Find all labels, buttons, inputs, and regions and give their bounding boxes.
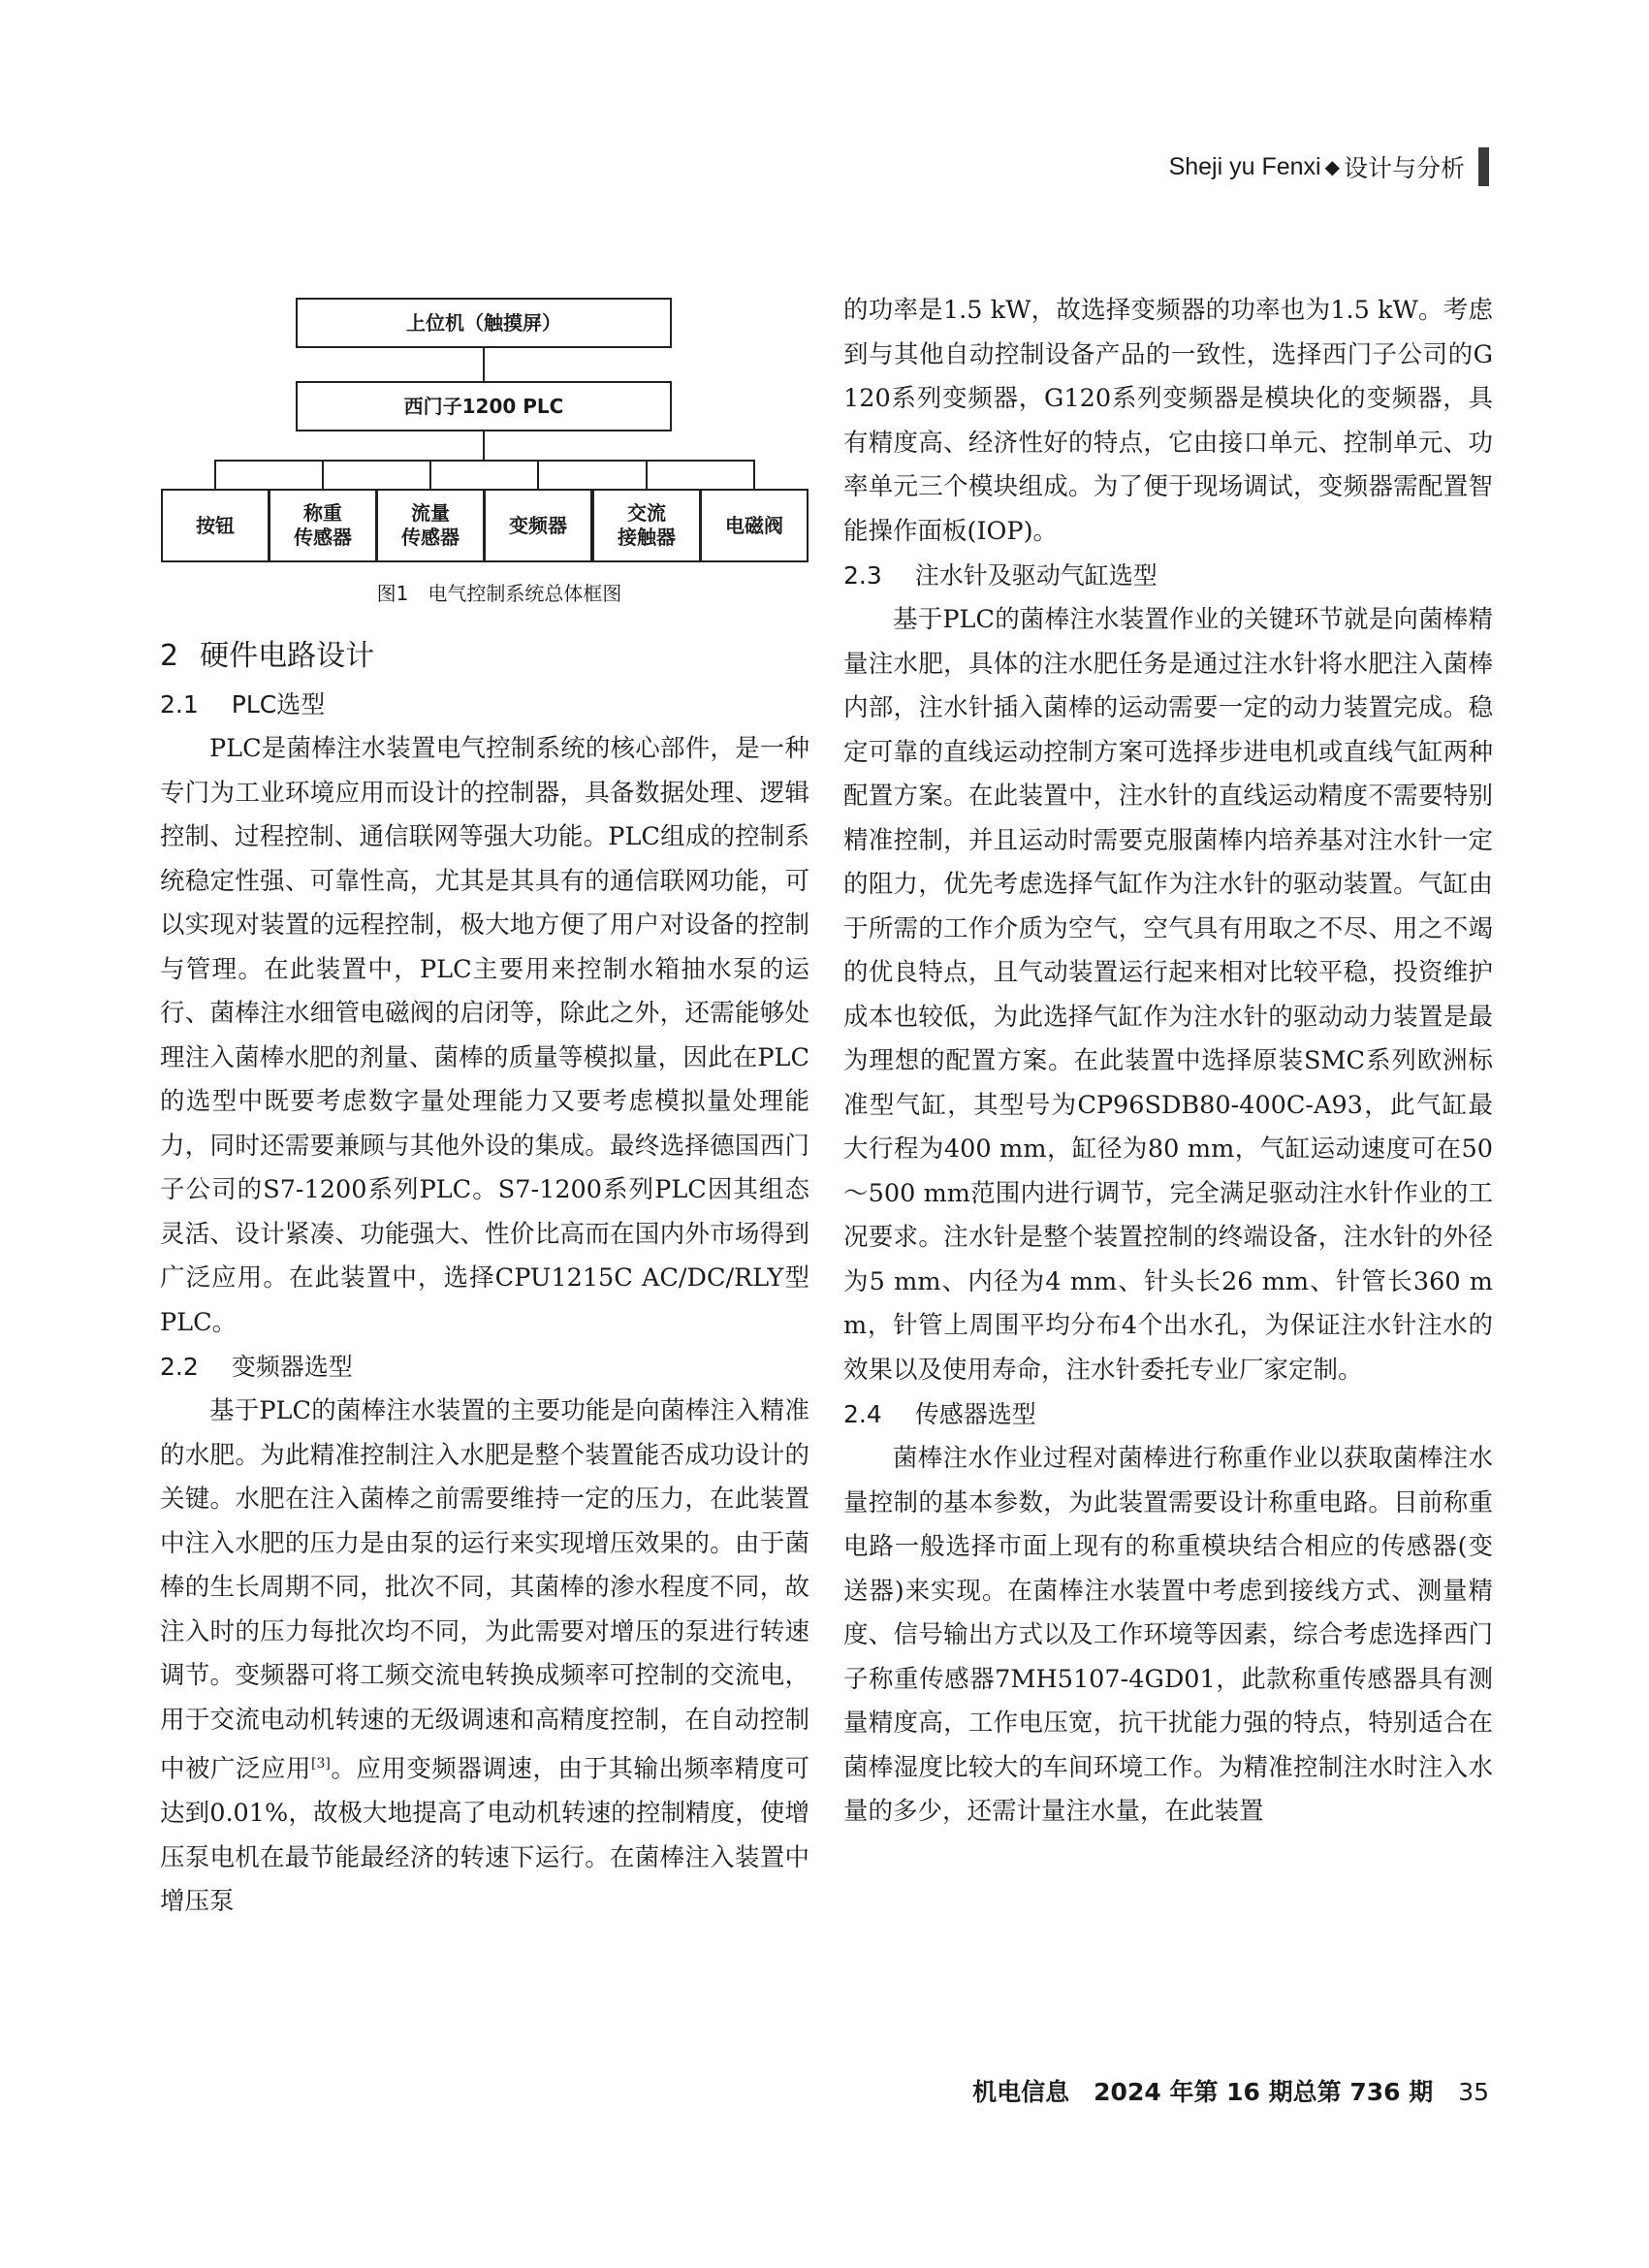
page-number: 35 (1458, 2078, 1489, 2106)
diamond-icon: ◆ (1324, 156, 1340, 178)
bus-line (214, 460, 754, 462)
connector-line (214, 460, 216, 489)
journal-info: 机电信息 2024 年第 16 期总第 736 期 (972, 2078, 1434, 2106)
subsection-heading: 2.4 传感器选型 (843, 1400, 1036, 1428)
paragraph: PLC是菌棒注水装置电气控制系统的核心部件，是一种专门为工业环境应用而设计的控制器，具备数据处理、逻辑控制、过程控制、通信联网等强大功能。PLC组成的控制系统稳定性强、可靠性高，尤其是其具有的通信联网功能，可以实现对装置的远程控制，极大地方便了用户对设备的控制与管理。在此装置中，PLC主要用来控制水箱抽水泵的运行、菌棒注水细管电磁阀的启闭等，除此之外，还需能够处理注入菌棒水肥的剂量、菌棒的质量等模拟量，因此在PLC的选型中既要考虑数字量处理能力又要考虑模拟量处理能力，同时还需要兼顾与其他外设的集成。最终选择德国西门子公司的S7-1200系列PLC。S7-1200系列PLC因其组态灵活、设计紧凑、功能强大、性价比高而在国内外市场得到广泛应用。在此装置中，选择CPU1215C AC/DC/RLY型PLC。 (160, 734, 809, 1337)
page-footer (972, 2073, 1489, 2108)
subsection-heading: 2.3 注水针及驱动气缸选型 (843, 561, 1157, 590)
paragraph: 基于PLC的菌棒注水装置作业的关键环节就是向菌棒精量注水肥，具体的注水肥任务是通过注水针将水肥注入菌棒内部，注水针插入菌棒的运动需要一定的动力装置完成。稳定可靠的直线运动控制方案可选择步进电机或直线气缸两种配置方案。在此装置中，注水针的直线运动精度不需要特别精准控制，并且运动时需要克服菌棒内培养基对注水针一定的阻力，优先考虑选择气缸作为注水针的驱动装置。气缸由于所需的工作介质为空气，空气具有用取之不尽、用之不竭的优良特点，且气动装置运行起来相对比较平稳，投资维护成本也较低，为此选择气缸作为注水针的驱动动力装置是最为理想的配置方案。在此装置中选择原装SMC系列欧洲标准型气缸，其型号为CP96SDB80-400C-A93，此气缸最大行程为400 mm，缸径为80 mm，气缸运动速度可在50～500 mm范围内进行调节，完全满足驱动注水针作业的工况要求。注水针是整个装置控制的终端设备，注水针的外径为5 mm、内径为4 mm、针头长26 mm、针管长360 mm，针管上周围平均分布4个出水孔，为保证注水针注水的效果以及使用寿命，注水针委托专业厂家定制。 (843, 605, 1493, 1385)
connector-line (483, 348, 485, 381)
diagram-box-contactor: 交流 接触器 (592, 489, 701, 562)
connector-line (483, 431, 485, 461)
diagram-box-plc: 西门子1200 PLC (296, 381, 672, 431)
running-header (1115, 147, 1489, 186)
block-diagram (155, 291, 843, 572)
connector-line (537, 460, 539, 489)
header-section: 设计与分析 (1343, 155, 1465, 182)
diagram-box-inverter: 变频器 (484, 489, 592, 562)
connector-line (429, 460, 431, 489)
header-pinyin: Sheji yu Fenxi (1168, 152, 1321, 180)
connector-line (753, 460, 755, 489)
section-heading: 2 硬件电路设计 (160, 639, 375, 673)
figure-caption: 图1 电气控制系统总体框图 (376, 582, 622, 605)
diagram-box-flow-sensor: 流量 传感器 (376, 489, 485, 562)
connector-line (322, 460, 324, 489)
diagram-box-weight-sensor: 称重 传感器 (269, 489, 377, 562)
diagram-box-hmi: 上位机（触摸屏） (296, 298, 672, 348)
connector-line (646, 460, 648, 489)
right-column (843, 289, 1493, 1835)
left-column (160, 632, 809, 1925)
diagram-box-button: 按钮 (161, 489, 270, 562)
header-bar (1478, 147, 1489, 186)
citation: [3] (311, 1756, 331, 1772)
paragraph: 的功率是1.5 kW，故选择变频器的功率也为1.5 kW。考虑到与其他自动控制设备产品的一致性，选择西门子公司的G120系列变频器，G120系列变频器是模块化的变频器，具有精度高、经济性好的特点，它由接口单元、控制单元、功率单元三个模块组成。为了便于现场调试，变频器需配置智能操作面板(IOP)。 (843, 296, 1493, 546)
diagram-box-solenoid: 电磁阀 (700, 489, 809, 562)
subsection-heading: 2.2 变频器选型 (160, 1353, 353, 1381)
paragraph: 基于PLC的菌棒注水装置的主要功能是向菌棒注入精准的水肥。为此精准控制注入水肥是整个装置能否成功设计的关键。水肥在注入菌棒之前需要维持一定的压力，在此装置中注入水肥的压力是由泵的运行来实现增压效果的。由于菌棒的生长周期不同，批次不同，其菌棒的渗水程度不同，故注入时的压力每批次均不同，为此需要对增压的泵进行转速调节。变频器可将工频交流电转换成频率可控制的交流电，用于交流电动机转速的无级调速和高精度控制，在自动控制中被广泛应用[3]。应用变频器调速，由于其输出频率精度可达到0.01%，故极大地提高了电动机转速的控制精度，使增压泵电机在最节能最经济的转速下运行。在菌棒注入装置中增压泵 (160, 1396, 809, 1916)
paragraph: 菌棒注水作业过程对菌棒进行称重作业以获取菌棒注水量控制的基本参数，为此装置需要设计称重电路。目前称重电路一般选择市面上现有的称重模块结合相应的传感器(变送器)来实现。在菌棒注水装置中考虑到接线方式、测量精度、信号输出方式以及工作环境等因素，综合考虑选择西门子称重传感器7MH5107-4GD01，此款称重传感器具有测量精度高，工作电压宽，抗干扰能力强的特点，特别适合在菌棒湿度比较大的车间环境工作。为精准控制注水时注入水量的多少，还需计量注水量，在此装置 (843, 1444, 1493, 1826)
subsection-heading: 2.1 PLC选型 (160, 690, 326, 719)
